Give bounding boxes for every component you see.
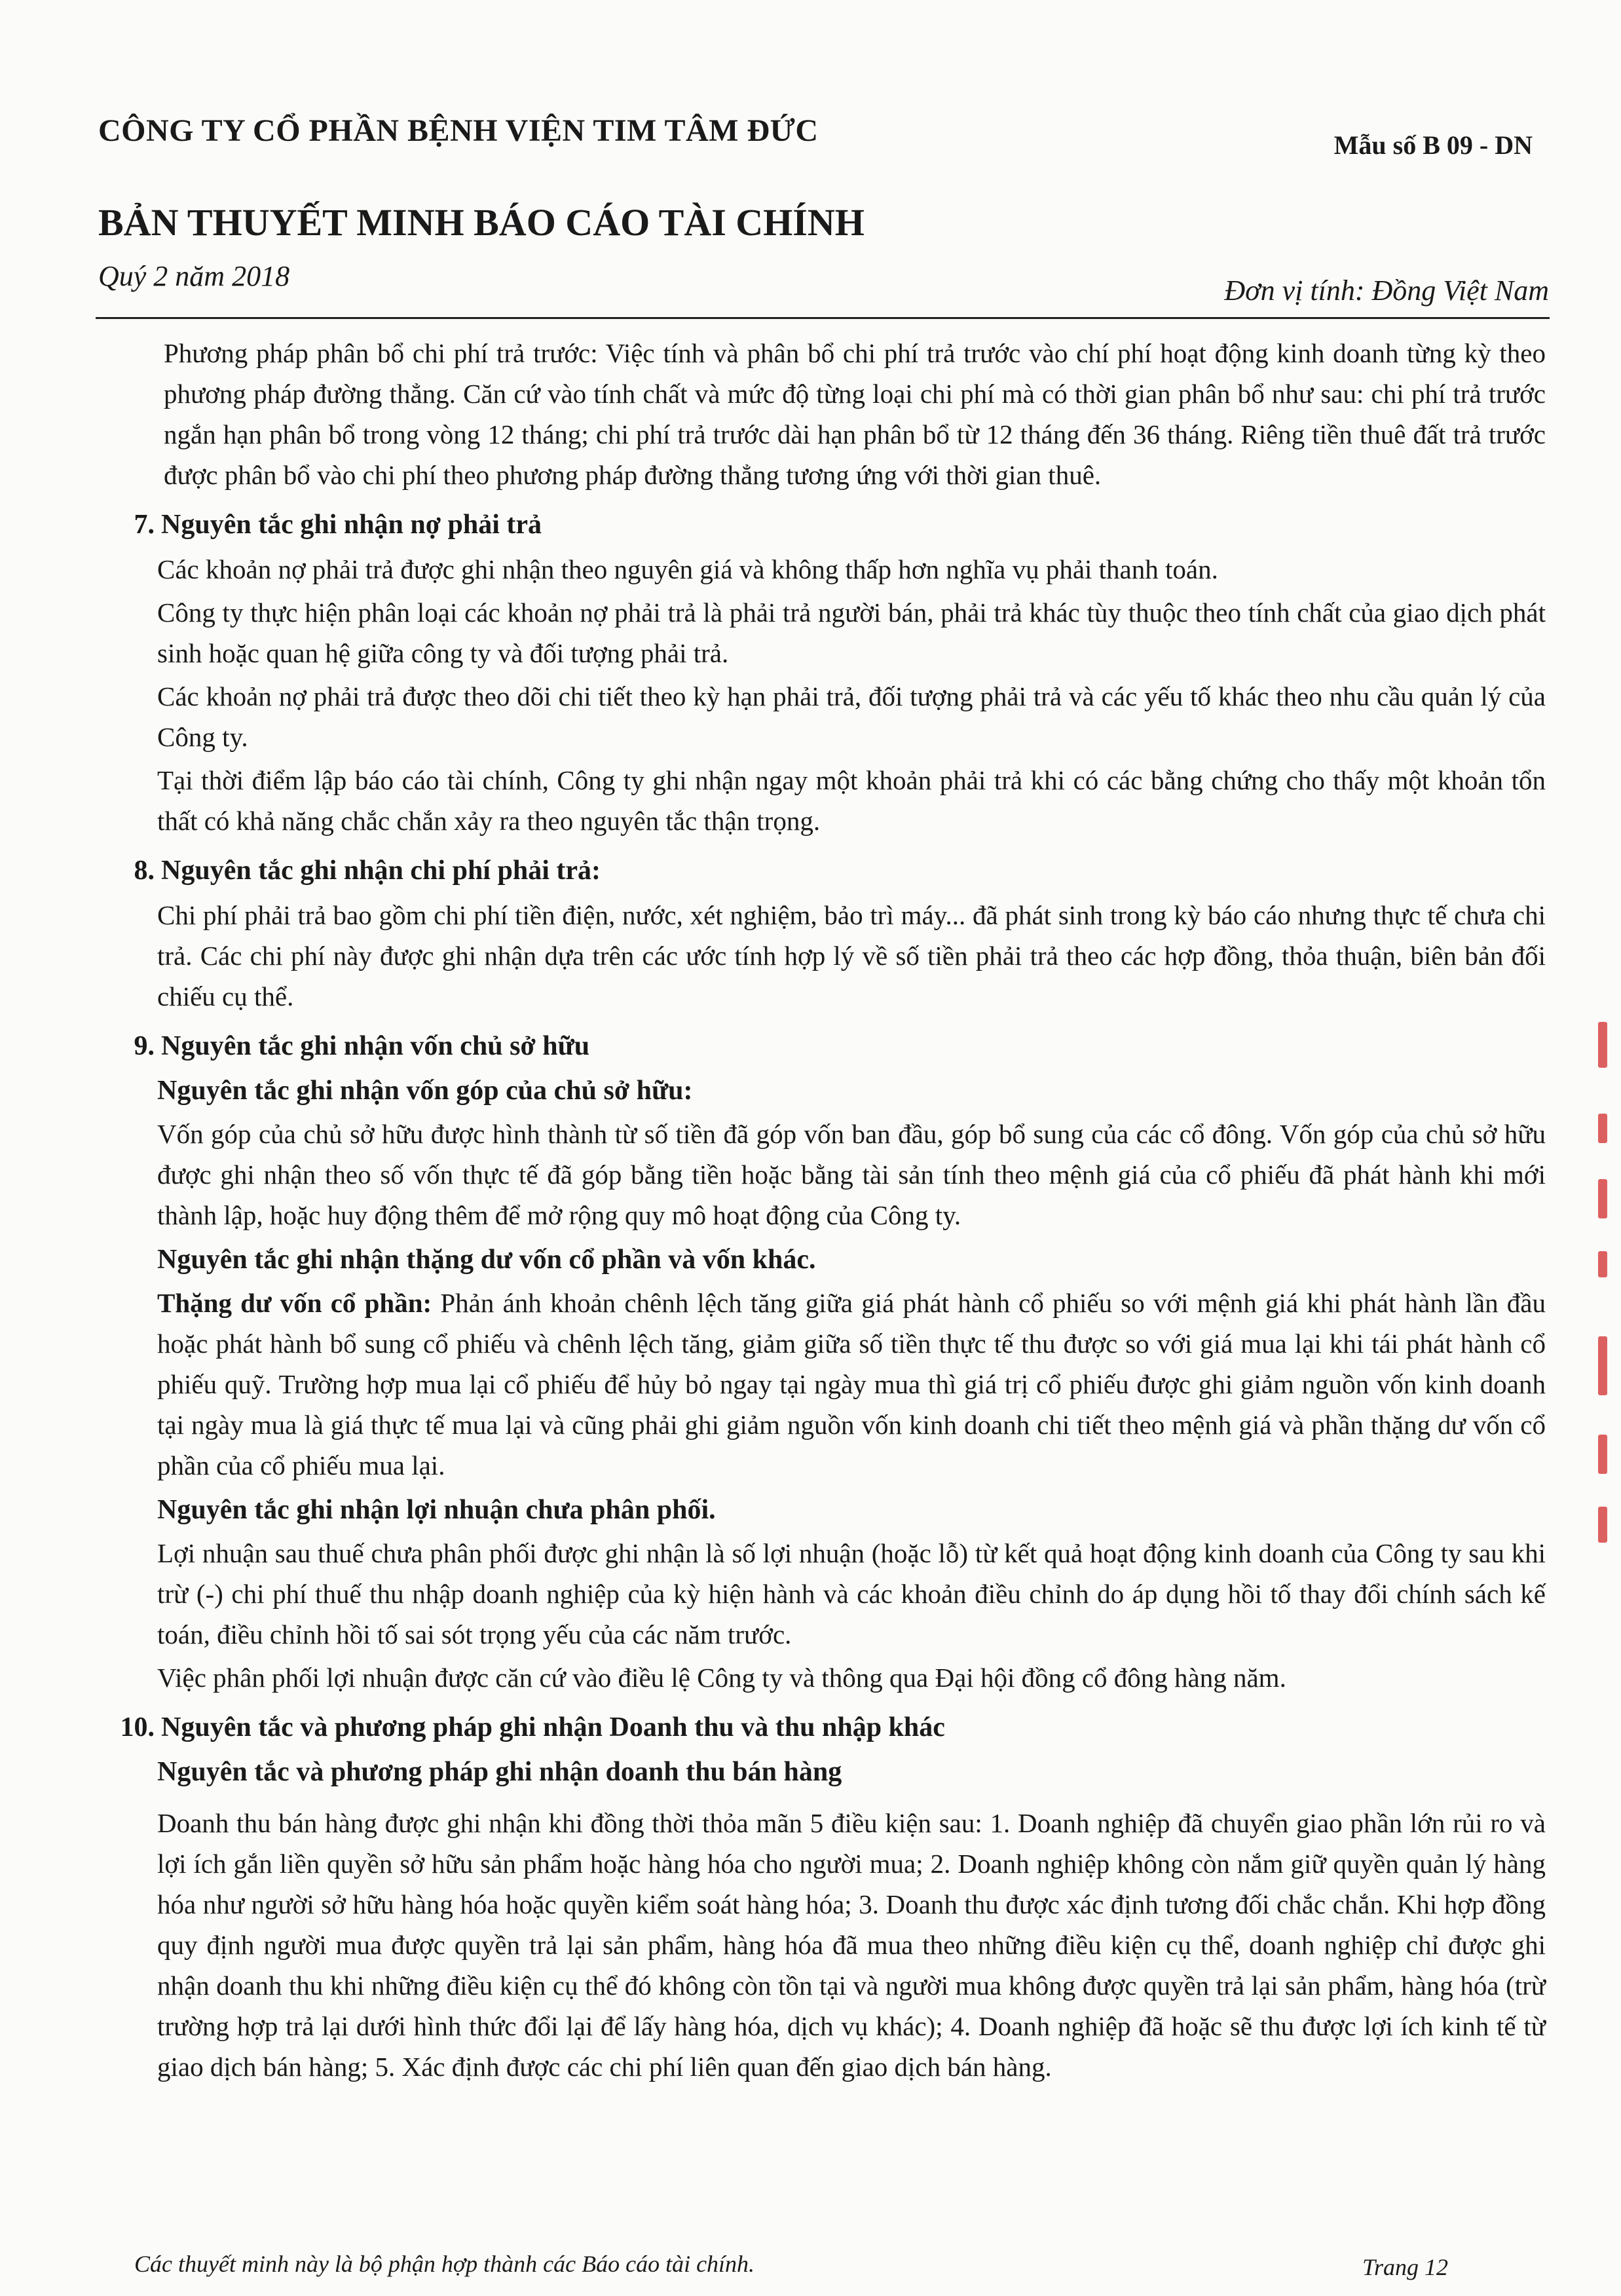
stamp-fragment (1598, 1251, 1607, 1277)
section-9-subheading-3: Nguyên tắc ghi nhận lợi nhuận chưa phân phối. (157, 1495, 716, 1525)
section-title: Nguyên tắc và phương pháp ghi nhận Doanh thu và thu nhập khác (161, 1712, 945, 1742)
section-title: Nguyên tắc ghi nhận vốn chủ sở hữu (161, 1031, 590, 1061)
section-7-paragraph-1: Các khoản nợ phải trả được ghi nhận theo nguyên giá và không thấp hơn nghĩa vụ phải thanh toán. (157, 554, 1218, 584)
section-7-paragraph-3: Các khoản nợ phải trả được theo dõi chi tiết theo kỳ hạn phải trả, đối tượng phải trả và các yếu tố khác theo nhu cầu quản lý của Công ty. (157, 681, 1546, 752)
section-9-heading (98, 1026, 1546, 1066)
section-8-heading (98, 850, 1546, 891)
form-code: Mẫu số B 09 - DN (1333, 130, 1533, 160)
section-9-paragraph-1: Vốn góp của chủ sở hữu được hình thành từ số tiền đã góp vốn ban đầu, góp bổ sung của các cổ đông. Vốn góp của chủ sở hữu được ghi nhận theo số vốn thực tế đã góp bằng tiền hoặc bằng tài sản tính theo mệnh giá của cổ phiếu đã phát hành khi mới thành lập, hoặc huy động thêm để mở rộng quy mô hoạt động của Công ty. (157, 1119, 1546, 1230)
page-number: Trang 12 (1362, 2254, 1449, 2280)
prepaid-allocation-paragraph: Phương pháp phân bổ chi phí trả trước: Việc tính và phân bổ chi phí trả trước vào chí phí hoạt động kinh doanh từng kỳ theo phương pháp đường thẳng. Căn cứ vào tính chất và mức độ từng loại chi phí mà có thời gian phân bổ như sau: chi phí trả trước ngắn hạn phân bổ trong vòng 12 tháng; chi phí trả trước dài hạn phân bổ từ 12 tháng đến 36 tháng. Riêng tiền thuê đất trả trước được phân bổ vào chi phí theo phương pháp đường thẳng tương ứng với thời gian thuê. (164, 338, 1546, 490)
stamp-fragment (1598, 1179, 1607, 1218)
stamp-fragment (1598, 1114, 1607, 1143)
section-10-paragraph-1: Doanh thu bán hàng được ghi nhận khi đồng thời thỏa mãn 5 điều kiện sau: 1. Doanh nghiệp đã chuyển giao phần lớn rủi ro và lợi ích gắn liền quyền sở hữu sản phẩm hoặc hàng hóa cho người mua; 2. Doanh nghiệp không còn nắm giữ quyền quản lý hàng hóa như người sở hữu hàng hóa hoặc quyền kiểm soát hàng hóa; 3. Doanh thu được xác định tương đối chắc chắn. Khi hợp đồng quy định người mua được quyền trả lại sản phẩm, hàng hóa đã mua theo những điều kiện cụ thể, doanh nghiệp chỉ được ghi nhận doanh thu khi những điều kiện cụ thể đó không còn tồn tại và người mua không được quyền trả lại sản phẩm, hàng hóa (trừ trường hợp trả lại dưới hình thức đổi lại để lấy hàng hóa, dịch vụ khác); 4. Doanh nghiệp đã hoặc sẽ thu được lợi ích kinh tế từ giao dịch bán hàng; 5. Xác định được các chi phí liên quan đến giao dịch bán hàng. (157, 1808, 1546, 2082)
currency-unit: Đơn vị tính: Đồng Việt Nam (1224, 274, 1549, 307)
section-7-paragraph-4: Tại thời điểm lập báo cáo tài chính, Công ty ghi nhận ngay một khoản phải trả khi có các bằng chứng cho thấy một khoản tổn thất có khả năng chắc chắn xảy ra theo nguyên tắc thận trọng. (157, 765, 1546, 836)
report-title: BẢN THUYẾT MINH BÁO CÁO TÀI CHÍNH (98, 201, 865, 244)
footer-note: Các thuyết minh này là bộ phận hợp thành các Báo cáo tài chính. (134, 2251, 755, 2277)
section-9-subheading-1: Nguyên tắc ghi nhận vốn góp của chủ sở hữu: (157, 1076, 693, 1106)
section-10-subheading-1: Nguyên tắc và phương pháp ghi nhận doanh thu bán hàng (157, 1757, 842, 1787)
section-9-paragraph-2 (98, 1283, 1546, 1486)
section-number: 7. (134, 510, 155, 540)
section-9-paragraph-3: Lợi nhuận sau thuế chưa phân phối được ghi nhận là số lợi nhuận (hoặc lỗ) từ kết quả hoạt động kinh doanh của Công ty sau khi trừ (-) chi phí thuế thu nhập doanh nghiệp của kỳ hiện hành và các khoản điều chỉnh do áp dụng hồi tố thay đổi chính sách kế toán, điều chỉnh hồi tố sai sót trọng yếu của các năm trước. (157, 1538, 1546, 1649)
share-premium-lead: Thặng dư vốn cổ phần: (157, 1288, 432, 1318)
section-number: 10. (120, 1712, 155, 1742)
share-premium-text: Phản ánh khoản chênh lệch tăng giữa giá phát hành cổ phiếu so với mệnh giá khi phát hành lần đầu hoặc phát hành bổ sung cổ phiếu và chênh lệch tăng, giảm giữa số tiền thực tế thu được so với giá mua lại khi tái phát hành cổ phiếu quỹ. Trường hợp mua lại cổ phiếu để hủy bỏ ngay tại ngày mua thì giá trị cổ phiếu được ghi giảm nguồn vốn kinh doanh tại ngày mua là giá thực tế mua lại và cũng phải ghi giảm nguồn vốn kinh doanh chi tiết theo mệnh giá và phần thặng dư vốn cổ phần của cổ phiếu mua lại. (157, 1288, 1546, 1480)
report-period: Quý 2 năm 2018 (98, 260, 290, 292)
section-8-paragraph-1: Chi phí phải trả bao gồm chi phí tiền điện, nước, xét nghiệm, bảo trì máy... đã phát sinh trong kỳ báo cáo nhưng thực tế chưa chi trả. Các chi phí này được ghi nhận dựa trên các ước tính hợp lý về số tiền phải trả theo các hợp đồng, thỏa thuận, biên bản đối chiếu cụ thể. (157, 900, 1546, 1011)
document-body (98, 333, 1546, 2090)
company-name: CÔNG TY CỔ PHẦN BỆNH VIỆN TIM TÂM ĐỨC (98, 113, 819, 148)
stamp-fragment (1598, 1336, 1607, 1395)
section-title: Nguyên tắc ghi nhận nợ phải trả (161, 510, 542, 540)
section-10-heading (98, 1707, 1546, 1748)
section-7-heading (98, 504, 1546, 545)
section-7-paragraph-2: Công ty thực hiện phân loại các khoản nợ phải trả là phải trả người bán, phải trả khác tùy thuộc theo tính chất của giao dịch phát sinh hoặc quan hệ giữa công ty và đối tượng phải trả. (157, 597, 1546, 668)
header-divider (96, 317, 1550, 319)
section-number: 8. (134, 856, 155, 886)
section-9-paragraph-4: Việc phân phối lợi nhuận được căn cứ vào điều lệ Công ty và thông qua Đại hội đồng cổ đông hàng năm. (157, 1663, 1286, 1693)
stamp-fragment (1598, 1022, 1607, 1068)
section-9-subheading-2: Nguyên tắc ghi nhận thặng dư vốn cổ phần và vốn khác. (157, 1245, 816, 1275)
section-title: Nguyên tắc ghi nhận chi phí phải trả: (161, 856, 601, 886)
stamp-fragment (1598, 1435, 1607, 1474)
stamp-fragment (1598, 1507, 1607, 1543)
section-number: 9. (134, 1031, 155, 1061)
